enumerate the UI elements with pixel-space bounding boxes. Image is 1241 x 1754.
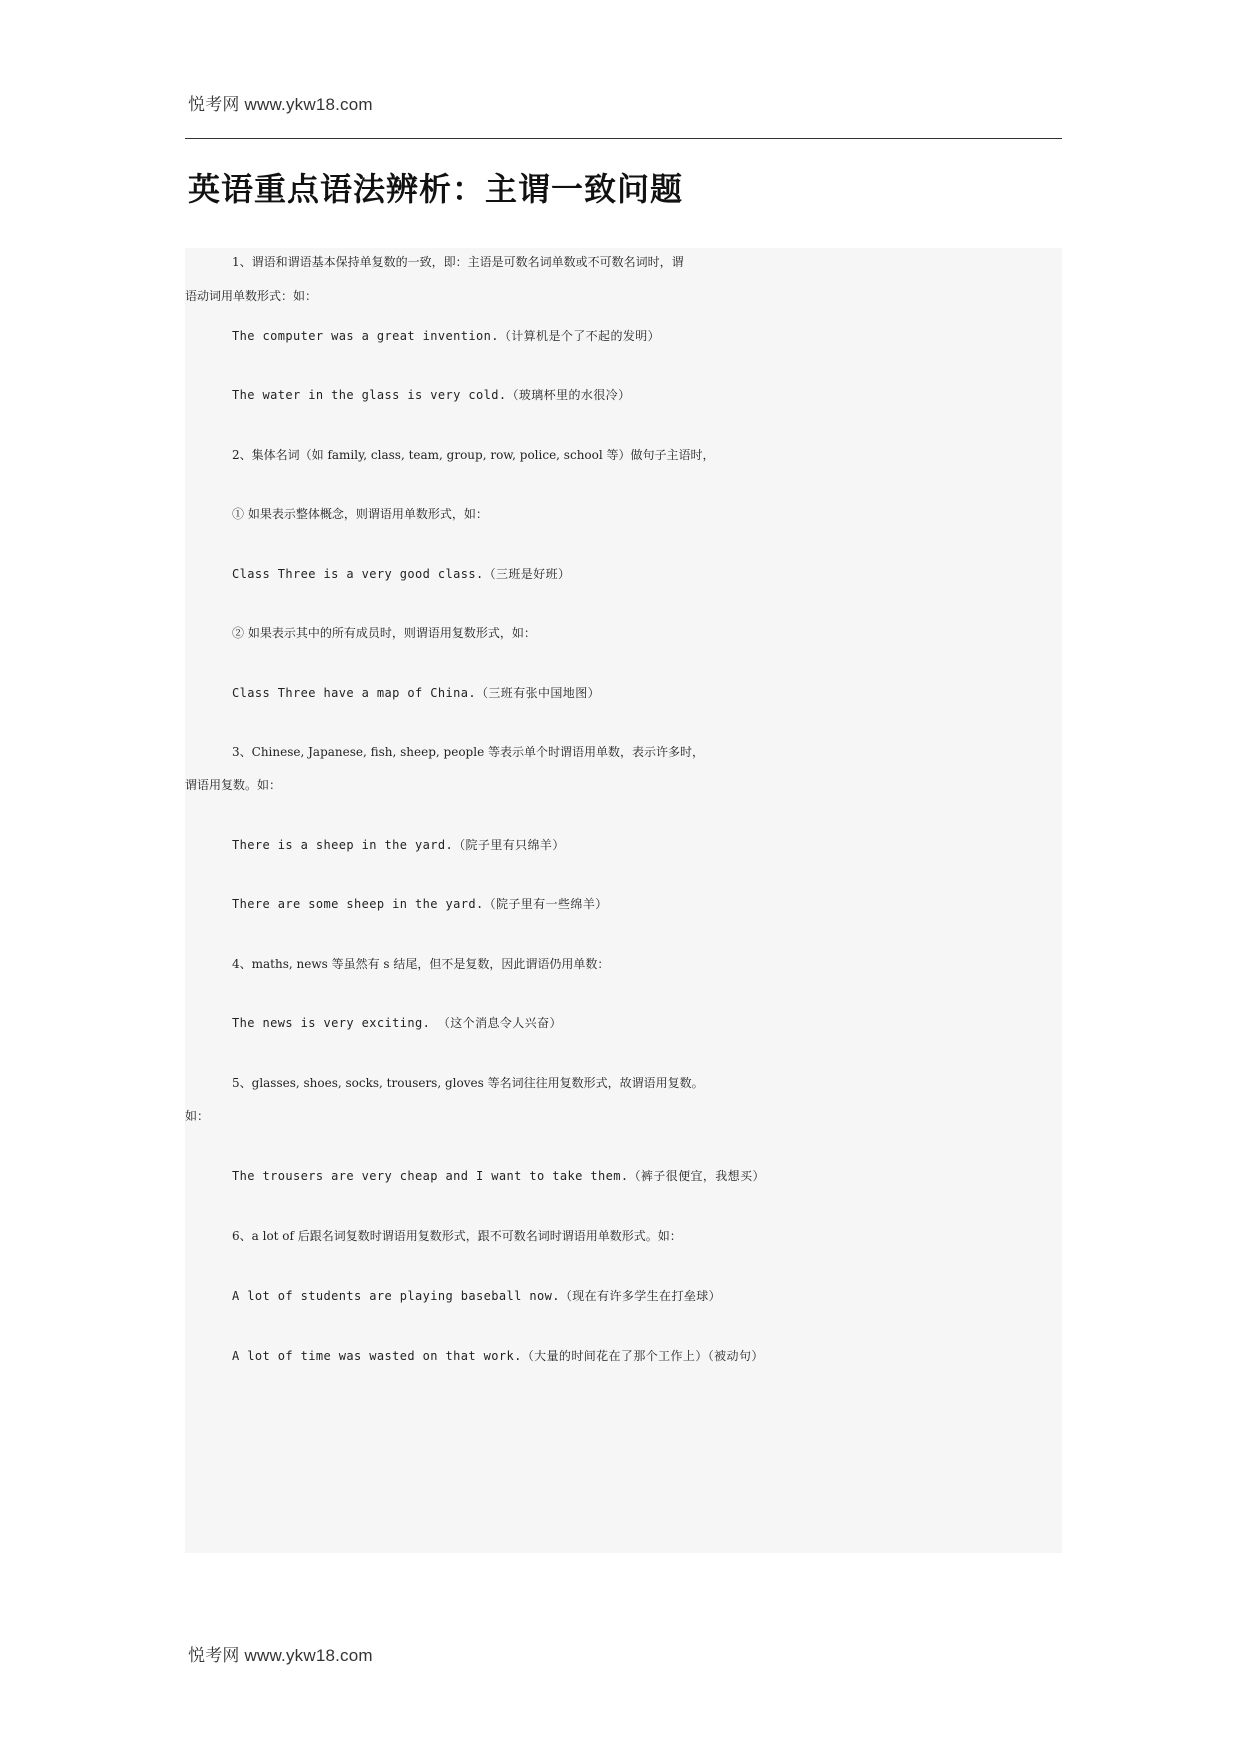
header-site-label: 悦考网 www.ykw18.com [188, 95, 373, 114]
paragraph-2-point-2: ② 如果表示其中的所有成员时，则谓语用复数形式，如： [232, 626, 536, 640]
header-divider [185, 138, 1062, 139]
paragraph-5-line-1: 5、glasses, shoes, socks, trousers, gloves 等名词往往用复数形式，故谓语用复数。 [232, 1076, 704, 1090]
example-sentence-9: A lot of students are playing baseball now.（现在有许多学生在打垒球） [232, 1289, 722, 1303]
example-sentence-3: Class Three is a very good class.（三班是好班） [232, 567, 571, 581]
example-sentence-10: A lot of time was wasted on that work.（大量的时间花在了那个工作上）（被动句） [232, 1349, 764, 1363]
example-sentence-8: The trousers are very cheap and I want to take them.（裤子很便宜，我想买） [232, 1169, 765, 1183]
example-sentence-2: The water in the glass is very cold.（玻璃杯里的水很冷） [232, 388, 631, 402]
paragraph-3-line-1: 3、Chinese, Japanese, fish, sheep, people 等表示单个时谓语用单数，表示许多时， [232, 745, 704, 759]
example-sentence-6: There are some sheep in the yard.（院子里有一些绵羊） [232, 897, 608, 911]
example-sentence-5: There is a sheep in the yard.（院子里有只绵羊） [232, 838, 565, 852]
footer-site-label: 悦考网 www.ykw18.com [188, 1646, 373, 1665]
paragraph-6: 6、a lot of 后跟名词复数时谓语用复数形式，跟不可数名词时谓语用单数形式。如： [232, 1229, 682, 1243]
paragraph-4: 4、maths, news 等虽然有 s 结尾，但不是复数，因此谓语仍用单数： [232, 957, 610, 971]
paragraph-2-point-1: ① 如果表示整体概念，则谓语用单数形式，如： [232, 507, 488, 521]
example-sentence-7: The news is very exciting. （这个消息令人兴奋） [232, 1016, 562, 1030]
paragraph-1-line-2: 语动词用单数形式：如： [185, 289, 318, 303]
example-sentence-4: Class Three have a map of China.（三班有张中国地图） [232, 686, 600, 700]
content-body [185, 248, 1062, 1553]
paragraph-3-line-2: 谓语用复数。如： [185, 778, 282, 792]
paragraph-5-line-2: 如： [185, 1109, 210, 1123]
paragraph-1-line-1: 1、谓语和谓语基本保持单复数的一致，即：主语是可数名词单数或不可数名词时，谓 [232, 255, 684, 269]
document-title: 英语重点语法辨析：主谓一致问题 [188, 170, 684, 208]
example-sentence-1: The computer was a great invention.（计算机是个了不起的发明） [232, 329, 661, 343]
paragraph-2: 2、集体名词（如 family, class, team, group, row, police, school 等）做句子主语时， [232, 448, 715, 462]
